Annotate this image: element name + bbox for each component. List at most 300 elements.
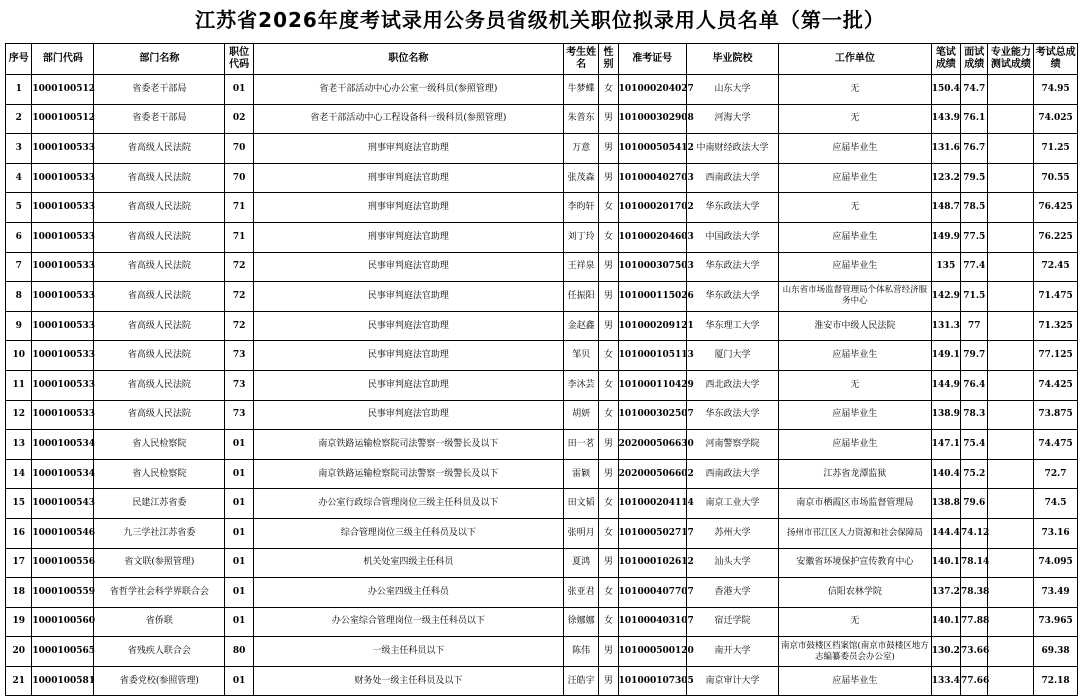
written-score-cell: 148.7 (931, 193, 960, 223)
exam-id-cell: 101000502717 (618, 518, 686, 548)
interview-score-cell: 75.2 (961, 459, 988, 489)
employer-cell: 无 (779, 370, 931, 400)
position-code-cell: 01 (225, 75, 253, 105)
exam-id-cell: 202000506630 (618, 430, 686, 460)
dept-name-cell: 省高级人民法院 (94, 341, 225, 371)
gender-cell: 女 (599, 75, 618, 105)
written-score-cell: 144.4 (931, 518, 960, 548)
position-name-cell: 民事审判庭法官助理 (253, 252, 563, 282)
position-name-cell: 财务处一级主任科员及以下 (253, 666, 563, 696)
exam-id-cell: 101000110429 (618, 370, 686, 400)
written-score-cell: 144.9 (931, 370, 960, 400)
employer-cell: 安徽省环境保护宣传教育中心 (779, 548, 931, 578)
dept-code-cell: 1000100581 (32, 666, 94, 696)
table-row (6, 222, 1078, 252)
professional-score-cell (988, 548, 1034, 578)
school-cell: 南京审计大学 (686, 666, 778, 696)
gender-cell: 女 (599, 578, 618, 608)
dept-name-cell: 省高级人民法院 (94, 311, 225, 341)
exam-id-cell: 101000402703 (618, 163, 686, 193)
written-score-cell: 149.9 (931, 222, 960, 252)
school-cell: 华东理工大学 (686, 311, 778, 341)
gender-cell: 女 (599, 489, 618, 519)
total-score-cell: 72.7 (1034, 459, 1078, 489)
table-row (6, 104, 1078, 134)
dept-name-cell: 民建江苏省委 (94, 489, 225, 519)
employer-cell: 无 (779, 193, 931, 223)
seq-cell: 5 (6, 193, 32, 223)
gender-cell: 男 (599, 430, 618, 460)
seq-cell: 3 (6, 134, 32, 164)
school-cell: 西北政法大学 (686, 370, 778, 400)
gender-cell: 男 (599, 548, 618, 578)
gender-cell: 女 (599, 400, 618, 430)
dept-code-cell: 1000100512 (32, 104, 94, 134)
professional-score-cell (988, 134, 1034, 164)
position-name-cell: 民事审判庭法官助理 (253, 370, 563, 400)
table-row (6, 311, 1078, 341)
employer-cell: 无 (779, 104, 931, 134)
table-row (6, 518, 1078, 548)
dept-name-cell: 省高级人民法院 (94, 193, 225, 223)
employer-cell: 信阳农林学院 (779, 578, 931, 608)
dept-code-cell: 1000100512 (32, 75, 94, 105)
candidate-name-cell: 任振阳 (563, 282, 599, 312)
dept-name-cell: 省高级人民法院 (94, 370, 225, 400)
candidate-name-cell: 汪皓宇 (563, 666, 599, 696)
dept-name-cell: 省文联(参照管理) (94, 548, 225, 578)
column-header: 笔试成绩 (931, 44, 960, 75)
interview-score-cell: 76.1 (961, 104, 988, 134)
school-cell: 中国政法大学 (686, 222, 778, 252)
school-cell: 河海大学 (686, 104, 778, 134)
school-cell: 汕头大学 (686, 548, 778, 578)
total-score-cell: 71.475 (1034, 282, 1078, 312)
school-cell: 山东大学 (686, 75, 778, 105)
table-row (6, 282, 1078, 312)
column-header: 毕业院校 (686, 44, 778, 75)
exam-id-cell: 101000115026 (618, 282, 686, 312)
position-name-cell: 民事审判庭法官助理 (253, 400, 563, 430)
professional-score-cell (988, 311, 1034, 341)
seq-cell: 9 (6, 311, 32, 341)
interview-score-cell: 79.7 (961, 341, 988, 371)
table-row (6, 666, 1078, 696)
interview-score-cell: 76.4 (961, 370, 988, 400)
column-header: 面试成绩 (961, 44, 988, 75)
dept-name-cell: 省高级人民法院 (94, 252, 225, 282)
written-score-cell: 143.9 (931, 104, 960, 134)
gender-cell: 男 (599, 311, 618, 341)
gender-cell: 女 (599, 222, 618, 252)
gender-cell: 男 (599, 282, 618, 312)
column-header: 部门代码 (32, 44, 94, 75)
seq-cell: 12 (6, 400, 32, 430)
school-cell: 华东政法大学 (686, 282, 778, 312)
total-score-cell: 70.55 (1034, 163, 1078, 193)
total-score-cell: 71.25 (1034, 134, 1078, 164)
seq-cell: 15 (6, 489, 32, 519)
professional-score-cell (988, 370, 1034, 400)
written-score-cell: 147.1 (931, 430, 960, 460)
seq-cell: 14 (6, 459, 32, 489)
table-row (6, 637, 1078, 667)
gender-cell: 男 (599, 104, 618, 134)
employer-cell: 南京市鼓楼区档案馆(南京市鼓楼区地方志编纂委员会办公室) (779, 637, 931, 667)
written-score-cell: 140.1 (931, 607, 960, 637)
dept-code-cell: 1000100533 (32, 134, 94, 164)
position-name-cell: 民事审判庭法官助理 (253, 282, 563, 312)
dept-name-cell: 省人民检察院 (94, 430, 225, 460)
written-score-cell: 133.4 (931, 666, 960, 696)
position-code-cell: 01 (225, 430, 253, 460)
position-code-cell: 01 (225, 489, 253, 519)
total-score-cell: 74.475 (1034, 430, 1078, 460)
school-cell: 南京工业大学 (686, 489, 778, 519)
school-cell: 华东政法大学 (686, 193, 778, 223)
school-cell: 华东政法大学 (686, 252, 778, 282)
employer-cell: 应届毕业生 (779, 400, 931, 430)
interview-score-cell: 74.12 (961, 518, 988, 548)
candidate-name-cell: 朱普东 (563, 104, 599, 134)
gender-cell: 男 (599, 666, 618, 696)
position-code-cell: 01 (225, 459, 253, 489)
total-score-cell: 71.325 (1034, 311, 1078, 341)
table-row (6, 370, 1078, 400)
table-row (6, 75, 1078, 105)
employer-cell: 淮安市中级人民法院 (779, 311, 931, 341)
table-row (6, 459, 1078, 489)
interview-score-cell: 75.4 (961, 430, 988, 460)
exam-id-cell: 101000107305 (618, 666, 686, 696)
gender-cell: 女 (599, 341, 618, 371)
gender-cell: 男 (599, 163, 618, 193)
professional-score-cell (988, 666, 1034, 696)
seq-cell: 17 (6, 548, 32, 578)
written-score-cell: 142.9 (931, 282, 960, 312)
written-score-cell: 135 (931, 252, 960, 282)
table-row (6, 341, 1078, 371)
seq-cell: 13 (6, 430, 32, 460)
seq-cell: 4 (6, 163, 32, 193)
written-score-cell: 131.6 (931, 134, 960, 164)
employer-cell: 应届毕业生 (779, 163, 931, 193)
professional-score-cell (988, 252, 1034, 282)
candidate-name-cell: 徐娜娜 (563, 607, 599, 637)
dept-name-cell: 省高级人民法院 (94, 163, 225, 193)
candidate-name-cell: 张亚君 (563, 578, 599, 608)
candidate-name-cell: 李沐芸 (563, 370, 599, 400)
school-cell: 西南政法大学 (686, 163, 778, 193)
position-code-cell: 73 (225, 400, 253, 430)
total-score-cell: 74.425 (1034, 370, 1078, 400)
gender-cell: 女 (599, 370, 618, 400)
total-score-cell: 74.025 (1034, 104, 1078, 134)
dept-name-cell: 省委老干部局 (94, 104, 225, 134)
exam-id-cell: 101000500120 (618, 637, 686, 667)
professional-score-cell (988, 518, 1034, 548)
candidate-name-cell: 万意 (563, 134, 599, 164)
seq-cell: 2 (6, 104, 32, 134)
interview-score-cell: 77.66 (961, 666, 988, 696)
seq-cell: 19 (6, 607, 32, 637)
table-row (6, 252, 1078, 282)
professional-score-cell (988, 104, 1034, 134)
position-code-cell: 01 (225, 548, 253, 578)
position-code-cell: 01 (225, 578, 253, 608)
school-cell: 中南财经政法大学 (686, 134, 778, 164)
position-code-cell: 70 (225, 163, 253, 193)
written-score-cell: 150.4 (931, 75, 960, 105)
table-row (6, 163, 1078, 193)
total-score-cell: 74.5 (1034, 489, 1078, 519)
position-name-cell: 办公室四级主任科员 (253, 578, 563, 608)
hire-list-table (5, 43, 1078, 696)
exam-id-cell: 101000105113 (618, 341, 686, 371)
written-score-cell: 131.3 (931, 311, 960, 341)
table-row (6, 607, 1078, 637)
seq-cell: 21 (6, 666, 32, 696)
dept-name-cell: 省高级人民法院 (94, 400, 225, 430)
table-body (6, 75, 1078, 696)
professional-score-cell (988, 193, 1034, 223)
candidate-name-cell: 田文韬 (563, 489, 599, 519)
dept-code-cell: 1000100533 (32, 400, 94, 430)
position-name-cell: 省老干部活动中心办公室一级科员(参照管理) (253, 75, 563, 105)
exam-id-cell: 101000302507 (618, 400, 686, 430)
candidate-name-cell: 金赵鑫 (563, 311, 599, 341)
employer-cell: 南京市栖霞区市场监督管理局 (779, 489, 931, 519)
seq-cell: 20 (6, 637, 32, 667)
interview-score-cell: 71.5 (961, 282, 988, 312)
total-score-cell: 77.125 (1034, 341, 1078, 371)
dept-name-cell: 省高级人民法院 (94, 134, 225, 164)
table-header-row (6, 44, 1078, 75)
candidate-name-cell: 胡妍 (563, 400, 599, 430)
dept-code-cell: 1000100559 (32, 578, 94, 608)
gender-cell: 女 (599, 518, 618, 548)
exam-id-cell: 202000506602 (618, 459, 686, 489)
seq-cell: 8 (6, 282, 32, 312)
written-score-cell: 123.2 (931, 163, 960, 193)
exam-id-cell: 101000201702 (618, 193, 686, 223)
gender-cell: 女 (599, 607, 618, 637)
employer-cell: 扬州市邗江区人力资源和社会保障局 (779, 518, 931, 548)
column-header: 职位代码 (225, 44, 253, 75)
written-score-cell: 137.2 (931, 578, 960, 608)
table-row (6, 400, 1078, 430)
employer-cell: 应届毕业生 (779, 252, 931, 282)
employer-cell: 无 (779, 75, 931, 105)
column-header: 考生姓名 (563, 44, 599, 75)
school-cell: 苏州大学 (686, 518, 778, 548)
dept-code-cell: 1000100533 (32, 341, 94, 371)
column-header: 职位名称 (253, 44, 563, 75)
written-score-cell: 130.2 (931, 637, 960, 667)
position-code-cell: 73 (225, 370, 253, 400)
total-score-cell: 74.95 (1034, 75, 1078, 105)
gender-cell: 男 (599, 637, 618, 667)
dept-code-cell: 1000100533 (32, 282, 94, 312)
column-header: 考试总成绩 (1034, 44, 1078, 75)
table-row (6, 430, 1078, 460)
seq-cell: 11 (6, 370, 32, 400)
position-name-cell: 刑事审判庭法官助理 (253, 134, 563, 164)
written-score-cell: 140.1 (931, 548, 960, 578)
position-name-cell: 民事审判庭法官助理 (253, 311, 563, 341)
professional-score-cell (988, 489, 1034, 519)
professional-score-cell (988, 578, 1034, 608)
interview-score-cell: 78.3 (961, 400, 988, 430)
dept-code-cell: 1000100556 (32, 548, 94, 578)
column-header: 性别 (599, 44, 618, 75)
exam-id-cell: 101000204027 (618, 75, 686, 105)
position-code-cell: 01 (225, 518, 253, 548)
candidate-name-cell: 邹贝 (563, 341, 599, 371)
position-code-cell: 73 (225, 341, 253, 371)
school-cell: 南开大学 (686, 637, 778, 667)
position-name-cell: 刑事审判庭法官助理 (253, 222, 563, 252)
seq-cell: 16 (6, 518, 32, 548)
interview-score-cell: 79.6 (961, 489, 988, 519)
interview-score-cell: 79.5 (961, 163, 988, 193)
total-score-cell: 72.18 (1034, 666, 1078, 696)
exam-id-cell: 101000307503 (618, 252, 686, 282)
interview-score-cell: 78.14 (961, 548, 988, 578)
position-name-cell: 刑事审判庭法官助理 (253, 163, 563, 193)
column-header: 序号 (6, 44, 32, 75)
candidate-name-cell: 张明月 (563, 518, 599, 548)
professional-score-cell (988, 75, 1034, 105)
dept-code-cell: 1000100533 (32, 311, 94, 341)
interview-score-cell: 77.5 (961, 222, 988, 252)
candidate-name-cell: 张茂森 (563, 163, 599, 193)
dept-code-cell: 1000100533 (32, 252, 94, 282)
position-name-cell: 省老干部活动中心工程设备科一级科员(参照管理) (253, 104, 563, 134)
candidate-name-cell: 李昀轩 (563, 193, 599, 223)
school-cell: 西南政法大学 (686, 459, 778, 489)
professional-score-cell (988, 222, 1034, 252)
professional-score-cell (988, 607, 1034, 637)
total-score-cell: 73.875 (1034, 400, 1078, 430)
total-score-cell: 73.965 (1034, 607, 1078, 637)
employer-cell: 应届毕业生 (779, 222, 931, 252)
total-score-cell: 73.49 (1034, 578, 1078, 608)
dept-code-cell: 1000100533 (32, 222, 94, 252)
position-name-cell: 办公室综合管理岗位一级主任科员以下 (253, 607, 563, 637)
gender-cell: 男 (599, 134, 618, 164)
dept-code-cell: 1000100533 (32, 163, 94, 193)
position-code-cell: 71 (225, 193, 253, 223)
employer-cell: 应届毕业生 (779, 134, 931, 164)
dept-name-cell: 省高级人民法院 (94, 222, 225, 252)
position-code-cell: 72 (225, 311, 253, 341)
position-name-cell: 民事审判庭法官助理 (253, 341, 563, 371)
total-score-cell: 72.45 (1034, 252, 1078, 282)
dept-code-cell: 1000100534 (32, 430, 94, 460)
dept-name-cell: 省残疾人联合会 (94, 637, 225, 667)
dept-name-cell: 省高级人民法院 (94, 282, 225, 312)
dept-name-cell: 省人民检察院 (94, 459, 225, 489)
dept-code-cell: 1000100565 (32, 637, 94, 667)
position-code-cell: 70 (225, 134, 253, 164)
column-header: 部门名称 (94, 44, 225, 75)
dept-name-cell: 省委党校(参照管理) (94, 666, 225, 696)
gender-cell: 男 (599, 459, 618, 489)
professional-score-cell (988, 400, 1034, 430)
written-score-cell: 138.9 (931, 400, 960, 430)
dept-name-cell: 省哲学社会科学界联合会 (94, 578, 225, 608)
total-score-cell: 73.16 (1034, 518, 1078, 548)
professional-score-cell (988, 163, 1034, 193)
position-code-cell: 72 (225, 282, 253, 312)
column-header: 专业能力测试成绩 (988, 44, 1034, 75)
professional-score-cell (988, 430, 1034, 460)
professional-score-cell (988, 459, 1034, 489)
professional-score-cell (988, 282, 1034, 312)
school-cell: 厦门大学 (686, 341, 778, 371)
position-code-cell: 01 (225, 607, 253, 637)
school-cell: 宿迁学院 (686, 607, 778, 637)
table-row (6, 548, 1078, 578)
column-header: 准考证号 (618, 44, 686, 75)
professional-score-cell (988, 637, 1034, 667)
dept-code-cell: 1000100560 (32, 607, 94, 637)
exam-id-cell: 101000505412 (618, 134, 686, 164)
interview-score-cell: 77.88 (961, 607, 988, 637)
gender-cell: 男 (599, 252, 618, 282)
school-cell: 河南警察学院 (686, 430, 778, 460)
dept-code-cell: 1000100546 (32, 518, 94, 548)
candidate-name-cell: 夏鸿 (563, 548, 599, 578)
position-code-cell: 72 (225, 252, 253, 282)
dept-name-cell: 省委老干部局 (94, 75, 225, 105)
interview-score-cell: 78.5 (961, 193, 988, 223)
school-cell: 华东政法大学 (686, 400, 778, 430)
position-name-cell: 机关处室四级主任科员 (253, 548, 563, 578)
employer-cell: 应届毕业生 (779, 430, 931, 460)
interview-score-cell: 76.7 (961, 134, 988, 164)
table-row (6, 134, 1078, 164)
interview-score-cell: 77.4 (961, 252, 988, 282)
total-score-cell: 76.225 (1034, 222, 1078, 252)
employer-cell: 应届毕业生 (779, 666, 931, 696)
exam-id-cell: 101000403107 (618, 607, 686, 637)
table-row (6, 489, 1078, 519)
interview-score-cell: 74.7 (961, 75, 988, 105)
candidate-name-cell: 雷颖 (563, 459, 599, 489)
position-code-cell: 01 (225, 666, 253, 696)
total-score-cell: 76.425 (1034, 193, 1078, 223)
candidate-name-cell: 王祥泉 (563, 252, 599, 282)
written-score-cell: 138.8 (931, 489, 960, 519)
dept-code-cell: 1000100534 (32, 459, 94, 489)
dept-code-cell: 1000100533 (32, 193, 94, 223)
seq-cell: 1 (6, 75, 32, 105)
candidate-name-cell: 田一茗 (563, 430, 599, 460)
candidate-name-cell: 陈伟 (563, 637, 599, 667)
position-name-cell: 一级主任科员以下 (253, 637, 563, 667)
exam-id-cell: 101000209121 (618, 311, 686, 341)
interview-score-cell: 77 (961, 311, 988, 341)
position-name-cell: 办公室行政综合管理岗位三级主任科员及以下 (253, 489, 563, 519)
written-score-cell: 149.1 (931, 341, 960, 371)
position-code-cell: 02 (225, 104, 253, 134)
position-name-cell: 南京铁路运输检察院司法警察一级警长及以下 (253, 430, 563, 460)
interview-score-cell: 78.38 (961, 578, 988, 608)
gender-cell: 女 (599, 193, 618, 223)
candidate-name-cell: 牛梦蝶 (563, 75, 599, 105)
